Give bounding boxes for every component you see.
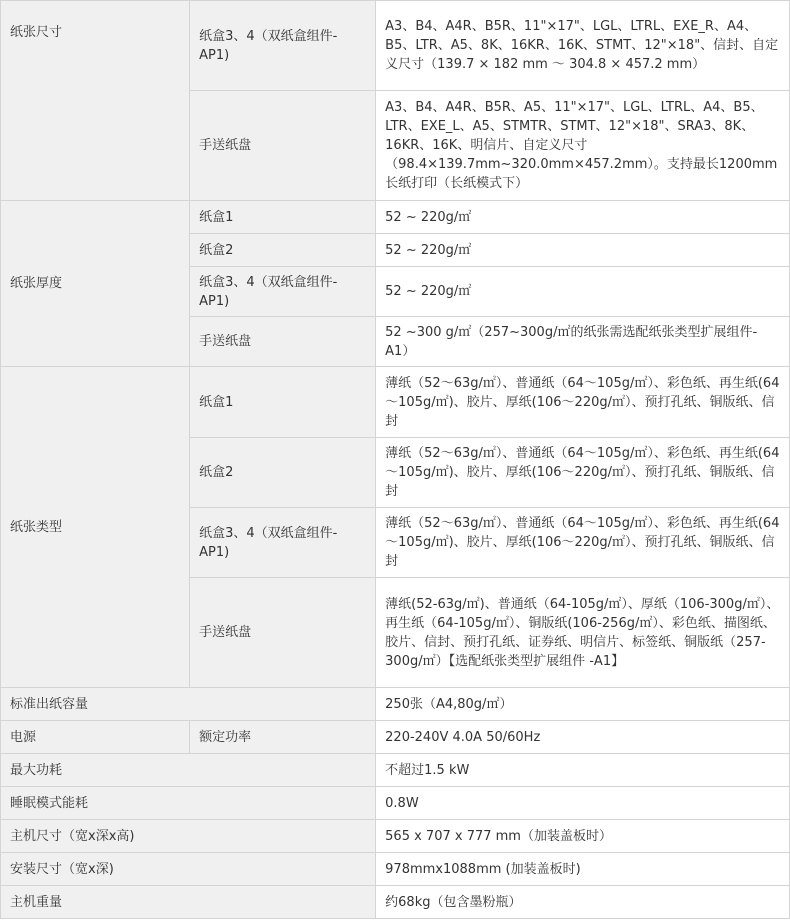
cell-value: 薄纸（52～63g/㎡）、普通纸（64～105g/㎡）、彩色纸、再生纸(64～105g/㎡)、胶片、厚纸(106～220g/㎡）、预打孔纸、铜版纸、信封 [376, 508, 790, 578]
row-label-power: 电源 [1, 721, 190, 754]
cell-value: A3、B4、A4R、B5R、A5、11"×17"、LGL、LTRL、A4、B5、LTR、EXE_L、A5、STMTR、STMT、12"×18"、SRA3、8K、16KR、16K、明信片、自定义尺寸（98.4×139.7mm~320.0mm×457.2mm）。支持最长1200mm长纸打印（长纸模式下） [376, 91, 790, 201]
sub-label: 纸盒3、4（双纸盒组件-AP1) [190, 267, 376, 317]
row-label-install-size: 安装尺寸（宽x深) [1, 853, 376, 886]
cell-value: 约68kg（包含墨粉瓶） [376, 886, 790, 919]
cell-value: 52 ~ 220g/㎡ [376, 234, 790, 267]
sub-label: 纸盒2 [190, 438, 376, 508]
cell-value: 52 ~ 220g/㎡ [376, 201, 790, 234]
table-row [1, 754, 790, 787]
table-row [1, 787, 790, 820]
cell-value: 0.8W [376, 787, 790, 820]
table-row [1, 721, 790, 754]
sub-label: 手送纸盘 [190, 578, 376, 688]
sub-label: 纸盒3、4（双纸盒组件-AP1) [190, 1, 376, 91]
sub-label: 纸盒3、4（双纸盒组件-AP1) [190, 508, 376, 578]
cell-value: 不超过1.5 kW [376, 754, 790, 787]
cell-value: A3、B4、A4R、B5R、11"×17"、LGL、LTRL、EXE_R、A4、B5、LTR、A5、8K、16KR、16K、STMT、12"×18"、信封、自定义尺寸（139.7 × 182 mm ～ 304.8 × 457.2 mm） [376, 1, 790, 91]
cell-value: 220-240V 4.0A 50/60Hz [376, 721, 790, 754]
cell-value: 薄纸（52～63g/㎡）、普通纸（64～105g/㎡）、彩色纸、再生纸(64～105g/㎡)、胶片、厚纸(106～220g/㎡）、预打孔纸、铜版纸、信封 [376, 367, 790, 438]
table-row [1, 201, 790, 234]
sub-label: 手送纸盘 [190, 91, 376, 201]
row-label-paper-size: 纸张尺寸 [1, 1, 190, 201]
sub-label: 手送纸盘 [190, 317, 376, 367]
cell-value: 薄纸（52～63g/㎡）、普通纸（64～105g/㎡）、彩色纸、再生纸(64～105g/㎡)、胶片、厚纸(106～220g/㎡）、预打孔纸、铜版纸、信封 [376, 438, 790, 508]
cell-value: 250张（A4,80g/㎡） [376, 688, 790, 721]
cell-value: 978mmx1088mm (加装盖板时) [376, 853, 790, 886]
row-label-paper-weight: 纸张厚度 [1, 201, 190, 367]
cell-value: 薄纸(52-63g/㎡)、普通纸（64-105g/㎡）、厚纸（106-300g/㎡）、再生纸（64-105g/㎡）、铜版纸(106-256g/㎡）、彩色纸、描图纸、胶片、信封、预打孔纸、证券纸、明信片、标签纸、铜版纸（257-300g/㎡）【选配纸张类型扩展组件 -A1】 [376, 578, 790, 688]
cell-value: 52 ~300 g/㎡（257~300g/㎡的纸张需选配纸张类型扩展组件-A1） [376, 317, 790, 367]
table-row [1, 886, 790, 919]
sub-label: 纸盒2 [190, 234, 376, 267]
row-label-sleep-power: 睡眠模式能耗 [1, 787, 376, 820]
row-label-output-capacity: 标准出纸容量 [1, 688, 376, 721]
row-label-dimensions: 主机尺寸（宽x深x高) [1, 820, 376, 853]
table-row [1, 853, 790, 886]
row-label-weight: 主机重量 [1, 886, 376, 919]
cell-value: 52 ~ 220g/㎡ [376, 267, 790, 317]
table-row [1, 820, 790, 853]
table-row [1, 688, 790, 721]
cell-value: 565 x 707 x 777 mm（加装盖板时） [376, 820, 790, 853]
row-label-max-power: 最大功耗 [1, 754, 376, 787]
row-label-paper-type: 纸张类型 [1, 367, 190, 688]
sub-label: 纸盒1 [190, 367, 376, 438]
sub-label: 额定功率 [190, 721, 376, 754]
table-row [1, 367, 790, 438]
table-row [1, 1, 790, 91]
sub-label: 纸盒1 [190, 201, 376, 234]
